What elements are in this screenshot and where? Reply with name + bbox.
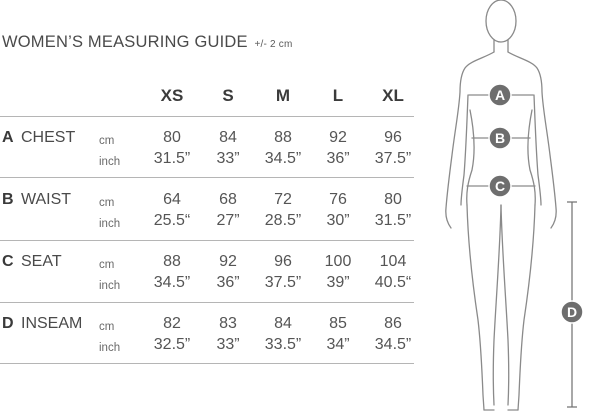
cell-inch: 31.5” — [153, 150, 191, 167]
marker-d-label: D — [566, 304, 578, 320]
unit-inch: inch — [99, 280, 121, 292]
cell-cm: 88 — [163, 253, 181, 270]
size-header-l: L — [332, 86, 344, 105]
cell-cm: 72 — [274, 191, 292, 208]
cell-cm: 68 — [219, 191, 237, 208]
unit-cm: cm — [99, 259, 115, 271]
cell-cm: 92 — [219, 253, 237, 270]
cell-inch: 27” — [216, 212, 240, 229]
cell-inch: 25.5“ — [153, 212, 191, 229]
cell-cm: 84 — [274, 315, 292, 332]
cell-inch: 31.5” — [374, 212, 412, 229]
cell-cm: 104 — [379, 253, 407, 270]
cell-inch: 37.5” — [264, 274, 302, 291]
cell-inch: 30” — [326, 212, 350, 229]
cell-cm: 80 — [163, 129, 181, 146]
size-header-m: M — [275, 86, 291, 105]
cell-cm: 82 — [163, 315, 181, 332]
size-header-xl: XL — [382, 86, 404, 105]
row-name: SEAT — [21, 253, 62, 270]
divider — [0, 116, 414, 117]
cell-cm: 85 — [329, 315, 347, 332]
size-header-xs: XS — [160, 86, 184, 105]
marker-c-label: C — [494, 178, 506, 194]
cell-cm: 96 — [384, 129, 402, 146]
cell-cm: 88 — [274, 129, 292, 146]
cell-cm: 92 — [329, 129, 347, 146]
row-letter: C — [2, 253, 14, 270]
cell-inch: 33” — [216, 336, 240, 353]
cell-inch: 36” — [216, 274, 240, 291]
tolerance-note: +/- 2 cm — [254, 39, 293, 50]
cell-cm: 64 — [163, 191, 181, 208]
marker-a — [489, 84, 511, 106]
marker-d — [561, 301, 583, 323]
page-title — [2, 33, 293, 52]
cell-inch: 36” — [326, 150, 350, 167]
marker-c — [489, 175, 511, 197]
cell-inch: 34.5” — [374, 336, 412, 353]
cell-cm: 86 — [384, 315, 402, 332]
unit-cm: cm — [99, 321, 115, 333]
row-name: CHEST — [21, 129, 76, 146]
cell-inch: 39” — [326, 274, 350, 291]
divider — [0, 240, 414, 241]
cell-cm: 76 — [329, 191, 347, 208]
unit-inch: inch — [99, 342, 121, 354]
cell-cm: 96 — [274, 253, 292, 270]
cell-cm: 80 — [384, 191, 402, 208]
unit-inch: inch — [99, 156, 121, 168]
divider — [0, 363, 414, 364]
row-letter: D — [2, 315, 14, 332]
cell-inch: 34.5” — [153, 274, 191, 291]
cell-cm: 84 — [219, 129, 237, 146]
body-figure — [430, 0, 600, 417]
unit-cm: cm — [99, 135, 115, 147]
row-name: WAIST — [21, 191, 72, 208]
title-text: WOMEN’S MEASURING GUIDE — [2, 33, 248, 51]
row-letter: A — [2, 129, 14, 146]
cell-inch: 40.5“ — [374, 274, 412, 291]
marker-b-label: B — [494, 130, 506, 146]
marker-a-label: A — [494, 87, 506, 103]
row-name: INSEAM — [21, 315, 83, 332]
cell-inch: 33” — [216, 150, 240, 167]
cell-inch: 37.5” — [374, 150, 412, 167]
divider — [0, 302, 414, 303]
cell-inch: 28.5” — [264, 212, 302, 229]
unit-cm: cm — [99, 197, 115, 209]
body-outline — [446, 0, 556, 410]
cell-inch: 32.5” — [153, 336, 191, 353]
cell-inch: 34” — [326, 336, 350, 353]
cell-cm: 100 — [324, 253, 352, 270]
cell-inch: 33.5” — [264, 336, 302, 353]
cell-cm: 83 — [219, 315, 237, 332]
size-header-s: S — [222, 86, 234, 105]
marker-b — [489, 127, 511, 149]
divider — [0, 177, 414, 178]
cell-inch: 34.5” — [264, 150, 302, 167]
row-letter: B — [2, 191, 14, 208]
unit-inch: inch — [99, 218, 121, 230]
